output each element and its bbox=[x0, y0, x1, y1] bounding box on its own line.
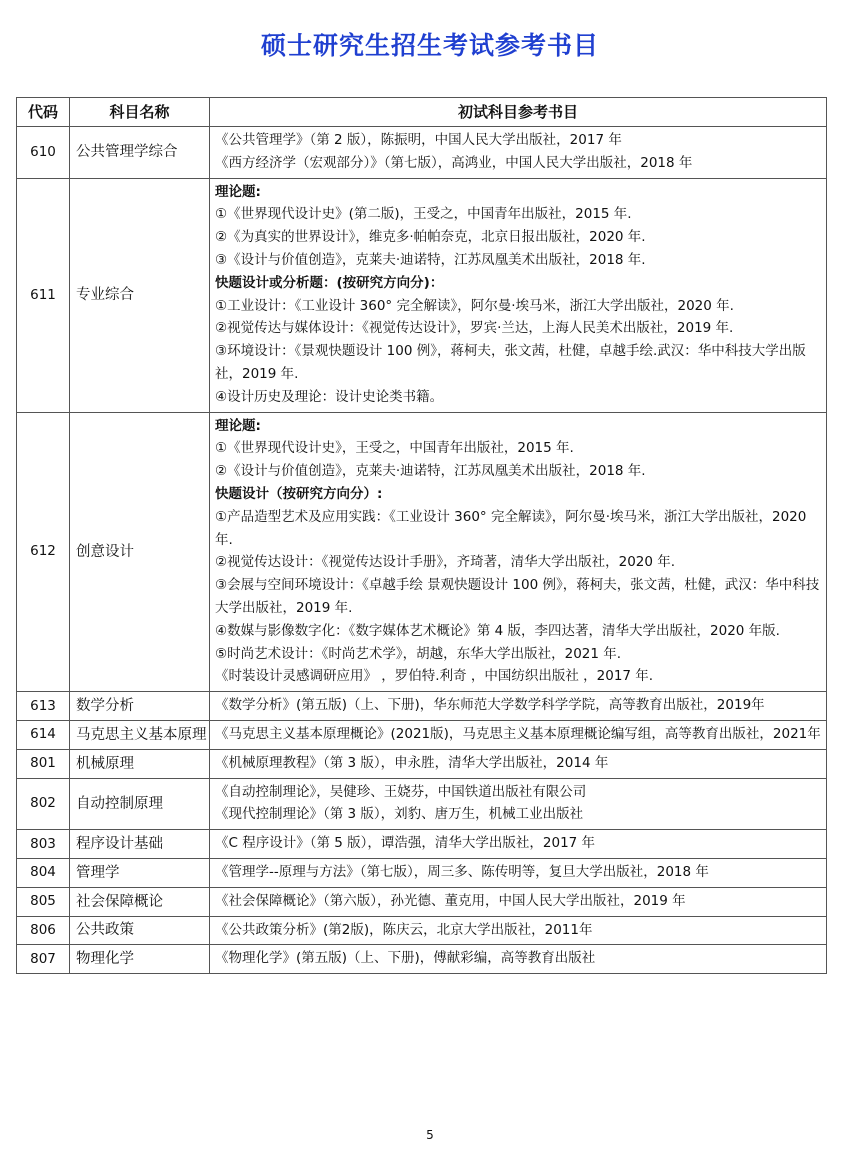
subject-name: 马克思主义基本原理 bbox=[70, 720, 210, 749]
book-entry: ③环境设计：《景观快题设计 100 例》，蒋柯夫，张文茜，杜健，卓越手绘.武汉：华中科技大学出版社，2019 年. bbox=[215, 343, 806, 382]
subject-code: 806 bbox=[17, 916, 70, 945]
book-entry: 《公共管理学》（第 2 版），陈振明，中国人民大学出版社，2017 年 bbox=[215, 132, 622, 148]
subject-name: 程序设计基础 bbox=[70, 830, 210, 859]
reference-books bbox=[210, 916, 827, 945]
subject-name: 公共管理学综合 bbox=[70, 127, 210, 179]
book-entry: 《马克思主义基本原理概论》(2021版)，马克思主义基本原理概论编写组，高等教育出版社，2021年 bbox=[215, 725, 821, 742]
reference-books bbox=[210, 945, 827, 974]
table-row bbox=[17, 720, 827, 749]
table-row bbox=[17, 858, 827, 887]
book-entry: ⑤时尚艺术设计：《时尚艺术学》，胡越，东华大学出版社，2021 年. bbox=[215, 645, 622, 662]
book-entry: ①产品造型艺术及应用实践：《工业设计 360° 完全解读》，阿尔曼·埃马米，浙江大学出版社，2020 年. bbox=[215, 508, 807, 548]
reference-books bbox=[210, 858, 827, 887]
book-entry: ①《世界现代设计史》(第二版)，王受之，中国青年出版社，2015 年. bbox=[215, 206, 632, 223]
book-entry: 《西方经济学（宏观部分）》（第七版），高鸿业，中国人民大学出版社，2018 年 bbox=[215, 154, 693, 171]
subject-name: 公共政策 bbox=[70, 916, 210, 945]
table-row bbox=[17, 830, 827, 859]
subject-code: 805 bbox=[17, 887, 70, 916]
table-row bbox=[17, 778, 827, 830]
book-entry: 《现代控制理论》（第 3 版），刘豹、唐万生，机械工业出版社 bbox=[215, 806, 584, 823]
book-entry: 《机械原理教程》（第 3 版），申永胜，清华大学出版社，2014 年 bbox=[215, 754, 609, 771]
book-entry: 《管理学--原理与方法》（第七版），周三多、陈传明等，复旦大学出版社，2018 年 bbox=[215, 863, 709, 880]
book-entry: 《数学分析》(第五版)（上、下册)，华东师范大学数学科学学院，高等教育出版社，2019年 bbox=[215, 697, 765, 714]
reference-books bbox=[210, 749, 827, 778]
reference-books bbox=[210, 720, 827, 749]
subject-code: 614 bbox=[17, 720, 70, 749]
subject-name: 数学分析 bbox=[70, 692, 210, 721]
book-entry: 《C 程序设计》（第 5 版），谭浩强，清华大学出版社，2017 年 bbox=[215, 835, 596, 852]
page-number: 5 bbox=[426, 1128, 434, 1142]
book-entry: ②视觉传达设计：《视觉传达设计手册》，齐琦著，清华大学出版社，2020 年. bbox=[215, 554, 676, 571]
subject-name: 自动控制原理 bbox=[70, 778, 210, 830]
table-row bbox=[17, 749, 827, 778]
book-entry: ②视觉传达与媒体设计：《视觉传达设计》，罗宾·兰达，上海人民美术出版社，2019 年. bbox=[215, 320, 734, 337]
reference-books bbox=[210, 830, 827, 859]
subject-name: 物理化学 bbox=[70, 945, 210, 974]
section-heading: 理论题: bbox=[215, 183, 261, 200]
subject-code: 802 bbox=[17, 778, 70, 830]
table-body bbox=[17, 127, 827, 974]
book-entry: ④设计历史及理论：设计史论类书籍。 bbox=[215, 388, 444, 405]
section-heading: 快题设计或分析题：(按研究方向分)： bbox=[215, 274, 444, 291]
table-row bbox=[17, 178, 827, 412]
subject-code: 803 bbox=[17, 830, 70, 859]
reference-book-table bbox=[16, 97, 827, 974]
subject-name: 管理学 bbox=[70, 858, 210, 887]
subject-name: 创意设计 bbox=[70, 412, 210, 692]
reference-books bbox=[210, 887, 827, 916]
reference-books bbox=[210, 127, 827, 179]
subject-code: 807 bbox=[17, 945, 70, 974]
section-heading: 理论题: bbox=[215, 417, 261, 434]
subject-code: 611 bbox=[17, 178, 70, 412]
header-books: 初试科目参考书目 bbox=[210, 98, 827, 127]
table-row bbox=[17, 692, 827, 721]
reference-books bbox=[210, 778, 827, 830]
book-entry: 《自动控制理论》，吴健珍、王娆芬，中国铁道出版社有限公司 bbox=[215, 783, 587, 800]
book-entry: ③《设计与价值创造》，克莱夫·迪诺特，江苏凤凰美术出版社，2018 年. bbox=[215, 251, 646, 268]
section-heading: 快题设计（按研究方向分）: bbox=[215, 485, 383, 502]
book-entry: 《物理化学》(第五版)（上、下册)，傅献彩编，高等教育出版社 bbox=[215, 950, 596, 967]
book-entry: ②《为真实的世界设计》，维克多·帕帕奈克，北京日报出版社，2020 年. bbox=[215, 229, 646, 246]
book-entry: ①工业设计：《工业设计 360° 完全解读》，阿尔曼·埃马米，浙江大学出版社，2020 年. bbox=[215, 297, 734, 314]
subject-name: 专业综合 bbox=[70, 178, 210, 412]
subject-code: 612 bbox=[17, 412, 70, 692]
subject-code: 804 bbox=[17, 858, 70, 887]
page-title: 硕士研究生招生考试参考书目 bbox=[260, 31, 599, 60]
table-row bbox=[17, 127, 827, 179]
book-entry: 《时装设计灵感调研应用》 ，罗伯特.利奇 ，中国纺织出版社 ，2017 年. bbox=[215, 668, 654, 685]
header-code: 代码 bbox=[17, 98, 70, 127]
book-entry: ③会展与空间环境设计：《卓越手绘 景观快题设计 100 例》，蒋柯夫，张文茜，杜健，武汉：华中科技大学出版社，2019 年. bbox=[215, 577, 820, 616]
subject-code: 610 bbox=[17, 127, 70, 179]
reference-books bbox=[210, 692, 827, 721]
table-row bbox=[17, 887, 827, 916]
reference-books bbox=[210, 178, 827, 412]
book-entry: ②《设计与价值创造》，克莱夫·迪诺特，江苏凤凰美术出版社，2018 年. bbox=[215, 463, 646, 480]
subject-code: 801 bbox=[17, 749, 70, 778]
reference-books bbox=[210, 412, 827, 692]
subject-code: 613 bbox=[17, 692, 70, 721]
table-row bbox=[17, 945, 827, 974]
book-entry: ④数媒与影像数字化：《数字媒体艺术概论》第 4 版，李四达著，清华大学出版社，2020 年版. bbox=[215, 622, 780, 639]
subject-name: 机械原理 bbox=[70, 749, 210, 778]
table-header-row bbox=[17, 98, 827, 127]
subject-name: 社会保障概论 bbox=[70, 887, 210, 916]
header-subject: 科目名称 bbox=[70, 98, 210, 127]
book-entry: 《公共政策分析》(第2版)，陈庆云，北京大学出版社，2011年 bbox=[215, 921, 593, 938]
table-row bbox=[17, 412, 827, 692]
book-entry: ①《世界现代设计史》，王受之，中国青年出版社，2015 年. bbox=[215, 440, 574, 457]
book-entry: 《社会保障概论》（第六版），孙光德、董克用，中国人民大学出版社，2019 年 bbox=[215, 892, 686, 909]
table-row bbox=[17, 916, 827, 945]
